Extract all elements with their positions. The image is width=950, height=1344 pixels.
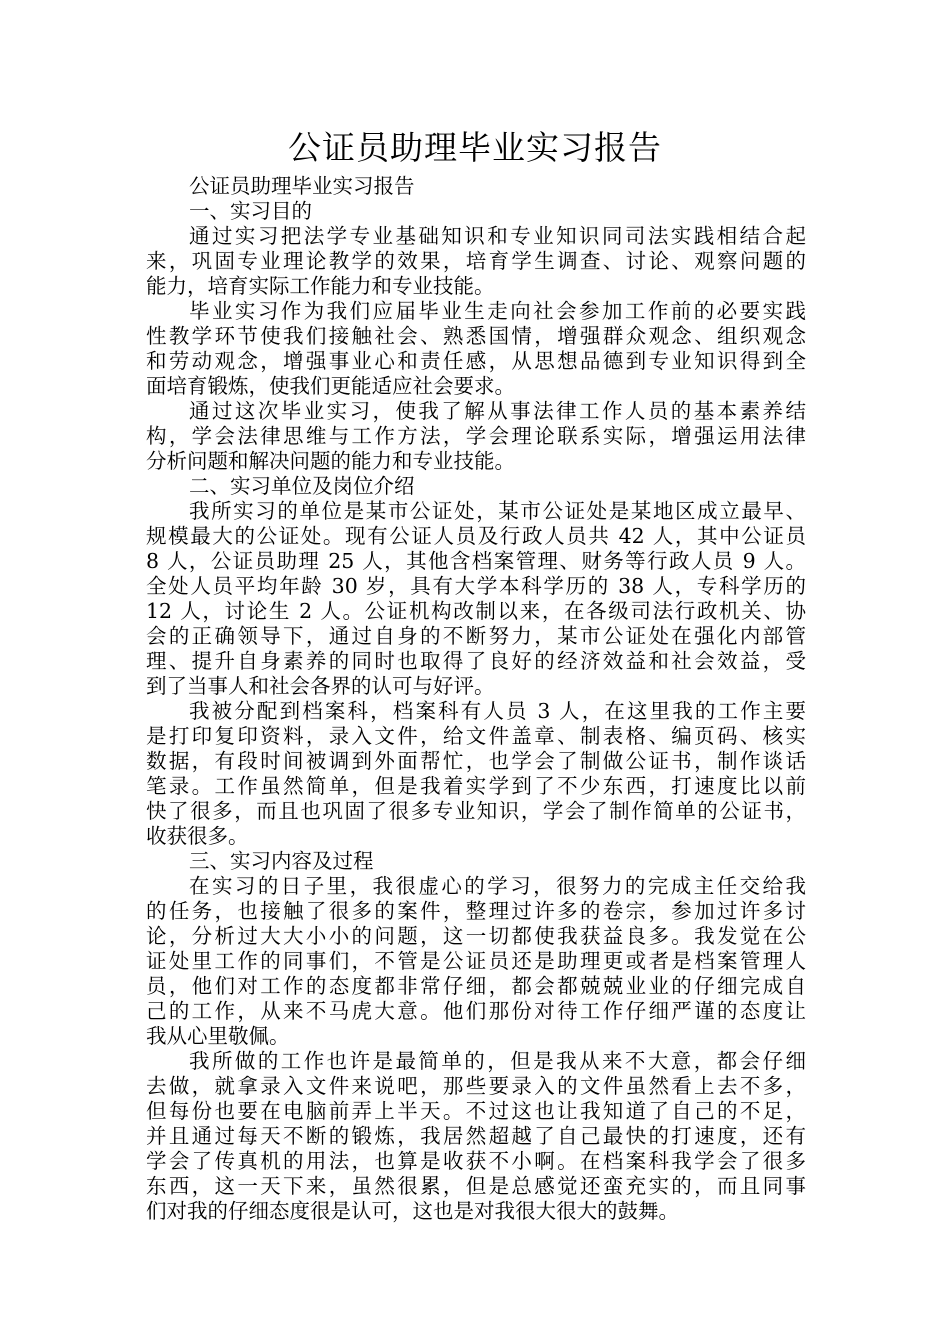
text-line: 构，学会法律思维与工作方法，学会理论联系实际，增强运用法律 (146, 424, 806, 448)
text-line: 我被分配到档案科，档案科有人员 3 人，在这里我的工作主要 (189, 699, 806, 723)
text-line: 公证员助理毕业实习报告 (189, 174, 415, 198)
text-line: 理、提升自身素养的同时也取得了良好的经济效益和社会效益，受 (146, 649, 806, 673)
text-line: 分析问题和解决问题的能力和专业技能。 (146, 449, 515, 473)
text-line: 员，他们对工作的态度都非常仔细，都会都兢兢业业的仔细完成自 (146, 974, 806, 998)
text-line: 是打印复印资料，录入文件，给文件盖章、制表格、编页码、核实 (146, 724, 806, 748)
text-line: 在实习的日子里，我很虚心的学习，很努力的完成主任交给我 (189, 874, 806, 898)
text-line: 全处人员平均年龄 30 岁，具有大学本科学历的 38 人，专科学历的 (146, 574, 806, 598)
text-line: 我从心里敬佩。 (146, 1024, 290, 1048)
text-line: 数据，有段时间被调到外面帮忙，也学会了制做公证书，制作谈话 (146, 749, 806, 773)
text-line: 和劳动观念，增强事业心和责任感，从思想品德到专业知识得到全 (146, 349, 806, 373)
text-line: 并且通过每天不断的锻炼，我居然超越了自己最快的打速度，还有 (146, 1124, 806, 1148)
text-line: 们对我的仔细态度很是认可，这也是对我很大很大的鼓舞。 (146, 1199, 679, 1223)
text-line: 面培育锻炼，使我们更能适应社会要求。 (146, 374, 515, 398)
text-line: 二、实习单位及岗位介绍 (189, 474, 415, 498)
text-line: 一、实习目的 (189, 199, 312, 223)
text-line: 会的正确领导下，通过自身的不断努力，某市公证处在强化内部管 (146, 624, 806, 648)
text-line: 规模最大的公证处。现有公证人员及行政人员共 42 人，其中公证员 (146, 524, 806, 548)
document-body (146, 174, 806, 1224)
text-line: 性教学环节使我们接触社会、熟悉国情，增强群众观念、组织观念 (146, 324, 806, 348)
text-line: 来，巩固专业理论教学的效果，培育学生调查、讨论、观察问题的 (146, 249, 806, 273)
text-line: 通过这次毕业实习，使我了解从事法律工作人员的基本素养结 (189, 399, 806, 423)
text-line: 东西，这一天下来，虽然很累，但是总感觉还蛮充实的，而且同事 (146, 1174, 806, 1198)
text-line: 我所做的工作也许是最简单的，但是我从来不大意，都会仔细 (189, 1049, 806, 1073)
text-line: 到了当事人和社会各界的认可与好评。 (146, 674, 495, 698)
text-line: 去做，就拿录入文件来说吧，那些要录入的文件虽然看上去不多， (146, 1074, 806, 1098)
text-line: 的任务，也接触了很多的案件，整理过许多的卷宗，参加过许多讨 (146, 899, 806, 923)
text-line: 收获很多。 (146, 824, 249, 848)
text-line: 己的工作，从来不马虎大意。他们那份对待工作仔细严谨的态度让 (146, 999, 806, 1023)
text-line: 快了很多，而且也巩固了很多专业知识，学会了制作简单的公证书， (146, 799, 806, 823)
text-line: 8 人，公证员助理 25 人，其他含档案管理、财务等行政人员 9 人。 (146, 549, 806, 573)
text-line: 我所实习的单位是某市公证处，某市公证处是某地区成立最早、 (189, 499, 806, 523)
text-line: 证处里工作的同事们，不管是公证员还是助理更或者是档案管理人 (146, 949, 806, 973)
text-line: 通过实习把法学专业基础知识和专业知识同司法实践相结合起 (189, 224, 806, 248)
text-line: 毕业实习作为我们应届毕业生走向社会参加工作前的必要实践 (189, 299, 806, 323)
text-line: 学会了传真机的用法，也算是收获不小啊。在档案科我学会了很多 (146, 1149, 806, 1173)
text-line: 三、实习内容及过程 (189, 849, 374, 873)
text-line: 笔录。工作虽然简单，但是我着实学到了不少东西，打速度比以前 (146, 774, 806, 798)
text-line: 12 人，讨论生 2 人。公证机构改制以来，在各级司法行政机关、协 (146, 599, 806, 623)
text-line: 能力，培育实际工作能力和专业技能。 (146, 274, 495, 298)
document-title: 公证员助理毕业实习报告 (288, 128, 662, 167)
text-line: 论，分析过大大小小的问题，这一切都使我获益良多。我发觉在公 (146, 924, 806, 948)
text-line: 但每份也要在电脑前弄上半天。不过这也让我知道了自己的不足， (146, 1099, 806, 1123)
